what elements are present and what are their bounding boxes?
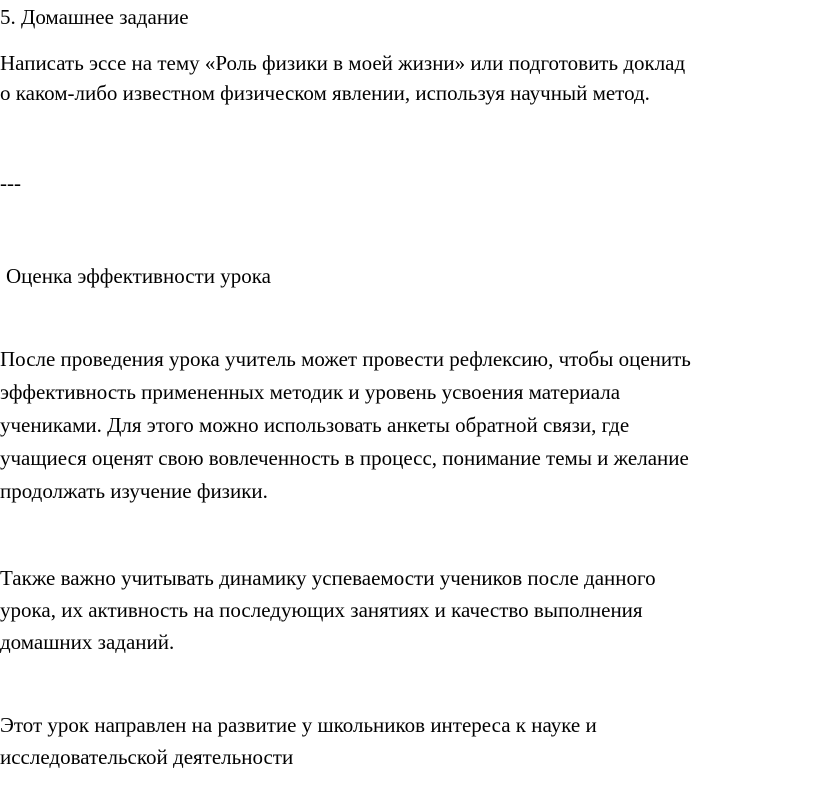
paragraph-1-line-2: эффективность примененных методик и уровень усвоения материала — [0, 380, 621, 404]
section-title: Оценка эффективности урока — [6, 264, 271, 288]
paragraph-3-line-2: исследовательской деятельности — [0, 745, 294, 769]
paragraph-1-line-4: учащиеся оценят свою вовлеченность в процесс, понимание темы и желание — [0, 446, 689, 470]
paragraph-2-line-1: Также важно учитывать динамику успеваемости учеников после данного — [0, 566, 656, 590]
paragraph-1-line-5: продолжать изучение физики. — [0, 479, 268, 503]
paragraph-1-line-3: учениками. Для этого можно использовать анкеты обратной связи, где — [0, 413, 630, 437]
homework-heading: 5. Домашнее задание — [0, 5, 189, 29]
separator: --- — [0, 171, 21, 195]
homework-text-line-1: Написать эссе на тему «Роль физики в моей жизни» или подготовить доклад — [0, 51, 686, 75]
paragraph-2-line-3: домашних заданий. — [0, 630, 175, 654]
homework-text-line-2: о каком-либо известном физическом явлении, используя научный метод. — [0, 81, 650, 105]
paragraph-3-line-1: Этот урок направлен на развитие у школьников интереса к науке и — [0, 713, 597, 737]
paragraph-1-line-1: После проведения урока учитель может провести рефлексию, чтобы оценить — [0, 347, 691, 371]
paragraph-2-line-2: урока, их активность на последующих занятиях и качество выполнения — [0, 598, 643, 622]
